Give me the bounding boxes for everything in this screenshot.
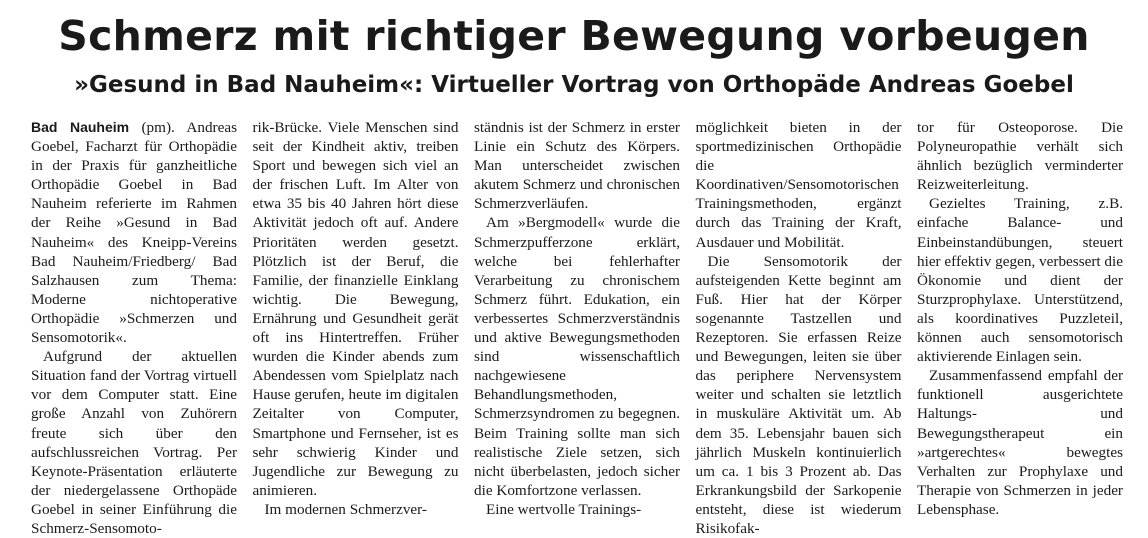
headline: Schmerz mit richtiger Bewegung vorbeugen (58, 12, 1090, 60)
column-4 (695, 118, 902, 537)
paragraph: tor für Osteoporose. Die Polyneuropathie verhält sich ähnlich bezüglich verminderter Reizweiterleitung. (917, 119, 1123, 194)
paragraph: Am »Bergmodell« wurde die Schmerzpufferzone erklärt, welche bei fehlerhafter Verarbeitung zu chronischem Schmerz führt. Edukation, ein verbessertes Schmerzverständnis und aktive Bewegungsmethoden sind wissenschaftlich nachgewiesene Behandlungsmethoden, Schmerzsyndromen zu begegnen. Beim Training sollte man sich realistische Ziele setzen, sich nicht überbelasten, jedoch sicher die Komfortzone verlassen. (474, 214, 680, 499)
paragraph: rik-Brücke. Viele Menschen sind seit der Kindheit aktiv, treiben Sport und bewegen sich viel an der frischen Luft. Im Alter von etwa 35 bis 40 Jahren hört diese Aktivität jedoch oft auf. Andere Prioritäten werden gesetzt. Plötzlich ist der Beruf, die Familie, der finanzielle Einklang wichtig. Die Bewegung, Ernährung und Gesundheit gerät oft ins Hintertreffen. Früher wurden die Kinder abends zum Abendessen vom Spielplatz nach Hause gerufen, heute im digitalen Zeitalter von Computer, Smartphone und Fernseher, ist es sehr schwierig Kinder und Jugendliche zur Bewegung zu animieren. (252, 119, 459, 499)
paragraph: Gezieltes Training, z.B. einfache Balance- und Einbeinstandübungen, steuert hier effektiv gegen, verbessert die Ökonomie und dient der Sturzprophylaxe. Unterstützend, als koordinatives Puzzleteil, können auch sensomotorisch aktivierende Einlagen sein. (917, 195, 1123, 366)
paragraph-text: (pm). Andreas Goebel, Facharzt für Orthopädie in der Praxis für ganzheitliche Orthopädie Goebel in Bad Nauheim referierte im Rahmen der Reihe »Gesund in Bad Nauheim« des Kneipp-Vereins Bad Nauheim/Friedberg/ Bad Salzhausen zum Thema: Moderne nichtoperative Orthopädie »Schmerzen und Sensomotorik«. (31, 119, 237, 347)
paragraph: Eine wertvolle Trainings- (486, 500, 642, 518)
paragraph: Zusammenfassend empfahl der funktionell ausgerichtete Haltungs- und Bewegungstherapeut ein »artgerechtes« bewegtes Verhalten zur Prophylaxe und Therapie von Schmerzen in jeder Lebensphase. (917, 367, 1123, 518)
column-5 (917, 118, 1123, 518)
column-3 (474, 118, 680, 518)
paragraph: möglichkeit bieten in der sportmedizinischen Orthopädie die Koordinativen/Sensomotorischen Trainingsmethoden, ergänzt durch das Training der Kraft, Ausdauer und Mobilität. (695, 119, 902, 251)
paragraph: Im modernen Schmerzver- (264, 500, 427, 518)
column-1 (31, 118, 237, 537)
paragraph: Die Sensomotorik der aufsteigenden Kette beginnt am Fuß. Hier hat der Körper sogenannte Tastzellen und Rezeptoren. Sie erfassen Reize und Bewegungen, leiten sie über das periphere Nervensystem weiter und schalten sie letztlich in muskuläre Aktivität um. Ab dem 35. Lebensjahr bauen sich jährlich Muskeln kontinuierlich um ca. 1 bis 3 Prozent ab. Das Erkrankungsbild der Sarkopenie entsteht, diese ist wiederum Risikofak- (695, 252, 902, 537)
column-2 (253, 118, 459, 518)
article-body (31, 118, 1123, 537)
paragraph: ständnis ist der Schmerz in erster Linie ein Schutz des Körpers. Man unterscheidet zwischen akutem Schmerz und chronischen Schmerzverläufen. (474, 119, 680, 213)
paragraph (31, 118, 237, 347)
paragraph: Aufgrund der aktuellen Situation fand der Vortrag virtuell vor dem Computer statt. Eine große Anzahl von Zuhörern freute sich über den aufschlussreichen Vortrag. Per Keynote-Präsentation erläuterte der niedergelassene Orthopäde Goebel in seiner Einführung die Schmerz-Sensomoto- (31, 348, 237, 537)
subheadline: »Gesund in Bad Nauheim«: Virtueller Vortrag von Orthopäde Andreas Goebel (74, 72, 1074, 98)
dateline: Bad Nauheim (31, 119, 130, 135)
